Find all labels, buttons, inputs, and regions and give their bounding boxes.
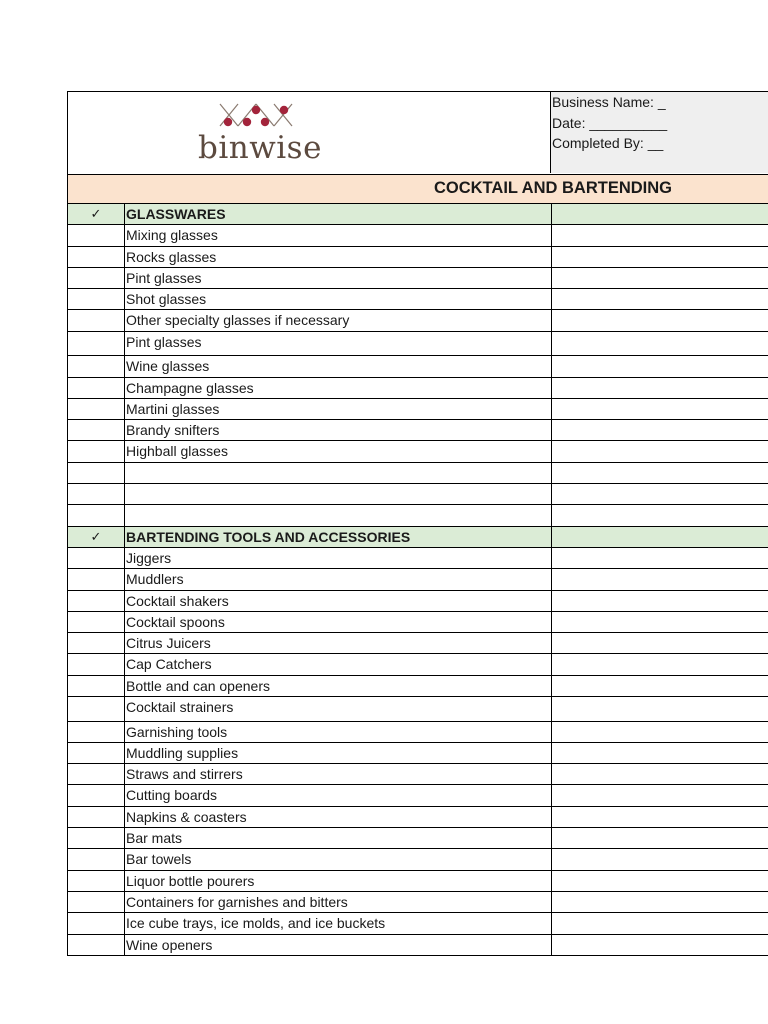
checkbox-cell[interactable]	[68, 676, 125, 696]
table-row	[67, 289, 768, 310]
table-row	[67, 378, 768, 399]
checkbox-cell[interactable]	[68, 807, 125, 827]
notes-cell[interactable]	[552, 247, 768, 267]
item-label: Cocktail spoons	[125, 612, 552, 632]
notes-cell[interactable]	[552, 310, 768, 330]
checkbox-cell[interactable]	[68, 569, 125, 589]
notes-cell[interactable]	[552, 548, 768, 568]
table-row	[67, 591, 768, 612]
checkbox-cell[interactable]	[68, 225, 125, 245]
notes-cell[interactable]	[552, 785, 768, 805]
notes-cell[interactable]	[552, 399, 768, 419]
item-label: Straws and stirrers	[125, 764, 552, 784]
notes-cell[interactable]	[552, 463, 768, 483]
table-row	[67, 807, 768, 828]
checkbox-cell[interactable]	[68, 310, 125, 330]
checkbox-cell[interactable]	[68, 268, 125, 288]
notes-cell[interactable]	[552, 612, 768, 632]
notes-cell[interactable]	[552, 356, 768, 376]
table-row	[67, 871, 768, 892]
item-label: Champagne glasses	[125, 378, 552, 398]
item-label: Cap Catchers	[125, 654, 552, 674]
table-row	[67, 785, 768, 806]
table-row	[67, 913, 768, 934]
notes-cell[interactable]	[552, 633, 768, 653]
checkbox-cell[interactable]: ✓	[68, 204, 125, 224]
checkbox-cell[interactable]	[68, 247, 125, 267]
table-row	[67, 849, 768, 870]
notes-cell[interactable]	[552, 676, 768, 696]
notes-cell[interactable]	[552, 764, 768, 784]
notes-cell[interactable]	[552, 591, 768, 611]
item-label: Muddlers	[125, 569, 552, 589]
item-label: Cocktail strainers	[125, 697, 552, 721]
item-label: Martini glasses	[125, 399, 552, 419]
title-row	[67, 174, 768, 204]
table-row	[67, 310, 768, 331]
checkbox-cell[interactable]	[68, 892, 125, 912]
table-row	[67, 569, 768, 590]
checkbox-cell[interactable]	[68, 332, 125, 356]
checkbox-cell[interactable]	[68, 697, 125, 721]
item-label: Pint glasses	[125, 332, 552, 356]
notes-cell[interactable]	[552, 204, 768, 224]
checklist-sheet	[67, 91, 768, 956]
binwise-logo-mark	[198, 102, 328, 132]
checkbox-cell[interactable]	[68, 785, 125, 805]
info-cell	[551, 92, 768, 173]
item-label: Mixing glasses	[125, 225, 552, 245]
table-row	[67, 356, 768, 377]
table-row	[67, 484, 768, 505]
checkbox-cell[interactable]	[68, 463, 125, 483]
item-label	[125, 505, 552, 525]
item-label: Shot glasses	[125, 289, 552, 309]
table-row	[67, 743, 768, 764]
checkbox-cell[interactable]	[68, 654, 125, 674]
notes-cell[interactable]	[552, 807, 768, 827]
item-label: Liquor bottle pourers	[125, 871, 552, 891]
item-label: Bar towels	[125, 849, 552, 869]
item-label: Garnishing tools	[125, 722, 552, 742]
item-label	[125, 463, 552, 483]
table-row	[67, 612, 768, 633]
item-label: Other specialty glasses if necessary	[125, 310, 552, 330]
notes-cell[interactable]	[552, 935, 768, 955]
checkbox-cell[interactable]	[68, 399, 125, 419]
section-title: GLASSWARES	[125, 204, 552, 224]
table-row	[67, 441, 768, 462]
checkbox-cell[interactable]	[68, 935, 125, 955]
completed-by-field[interactable]: Completed By: __	[552, 135, 664, 151]
item-label: Cocktail shakers	[125, 591, 552, 611]
table-row	[67, 399, 768, 420]
checkbox-cell[interactable]: ✓	[68, 527, 125, 547]
item-label	[125, 484, 552, 504]
item-label: Highball glasses	[125, 441, 552, 461]
notes-cell[interactable]	[552, 654, 768, 674]
item-label: Containers for garnishes and bitters	[125, 892, 552, 912]
table-row	[67, 892, 768, 913]
checkbox-cell[interactable]	[68, 849, 125, 869]
checkbox-cell[interactable]	[68, 612, 125, 632]
table-row	[67, 764, 768, 785]
checklist-rows	[67, 204, 768, 956]
notes-cell[interactable]	[552, 871, 768, 891]
notes-cell[interactable]	[552, 225, 768, 245]
notes-cell[interactable]	[552, 697, 768, 721]
section-title: BARTENDING TOOLS AND ACCESSORIES	[125, 527, 552, 547]
checkbox-cell[interactable]	[68, 633, 125, 653]
checkbox-cell[interactable]	[68, 378, 125, 398]
table-row	[67, 268, 768, 289]
notes-cell[interactable]	[552, 569, 768, 589]
notes-cell[interactable]	[552, 441, 768, 461]
table-row	[67, 697, 768, 722]
table-row	[67, 505, 768, 526]
checkbox-cell[interactable]	[68, 484, 125, 504]
business-name-field[interactable]: Business Name: _	[552, 94, 666, 110]
notes-cell[interactable]	[552, 743, 768, 763]
table-row	[67, 247, 768, 268]
notes-cell[interactable]	[552, 268, 768, 288]
binwise-logo	[198, 102, 328, 168]
table-row	[67, 463, 768, 484]
table-row	[67, 332, 768, 357]
notes-cell[interactable]	[552, 828, 768, 848]
item-label: Wine glasses	[125, 356, 552, 376]
notes-cell[interactable]	[552, 849, 768, 869]
table-row	[67, 225, 768, 246]
item-label: Wine openers	[125, 935, 552, 955]
checkbox-cell[interactable]	[68, 548, 125, 568]
checkbox-cell[interactable]	[68, 441, 125, 461]
item-label: Jiggers	[125, 548, 552, 568]
sheet-header	[67, 91, 768, 174]
checkbox-cell[interactable]	[68, 913, 125, 933]
table-row	[67, 633, 768, 654]
checkbox-cell[interactable]	[68, 764, 125, 784]
section-header-row	[67, 204, 768, 225]
table-row	[67, 654, 768, 675]
notes-cell[interactable]	[552, 378, 768, 398]
table-row	[67, 828, 768, 849]
logo-wordmark	[198, 130, 322, 166]
notes-cell[interactable]	[552, 722, 768, 742]
checkbox-cell[interactable]	[68, 871, 125, 891]
notes-cell[interactable]	[552, 527, 768, 547]
checkbox-cell[interactable]	[68, 356, 125, 376]
notes-cell[interactable]	[552, 289, 768, 309]
notes-cell[interactable]	[552, 892, 768, 912]
table-row	[67, 420, 768, 441]
item-label: Citrus Juicers	[125, 633, 552, 653]
table-row	[67, 935, 768, 956]
checkbox-cell[interactable]	[68, 505, 125, 525]
item-label: Napkins & coasters	[125, 807, 552, 827]
item-label: Muddling supplies	[125, 743, 552, 763]
checkbox-cell[interactable]	[68, 828, 125, 848]
item-label: Ice cube trays, ice molds, and ice buckets	[125, 913, 552, 933]
table-row	[67, 722, 768, 743]
item-label: Bar mats	[125, 828, 552, 848]
table-row	[67, 548, 768, 569]
logo-cell	[68, 92, 551, 173]
checkbox-cell[interactable]	[68, 289, 125, 309]
checkbox-cell[interactable]	[68, 722, 125, 742]
item-label: Rocks glasses	[125, 247, 552, 267]
date-field[interactable]: Date: __________	[552, 114, 668, 131]
notes-cell[interactable]	[552, 913, 768, 933]
notes-cell[interactable]	[552, 505, 768, 525]
checkbox-cell[interactable]	[68, 420, 125, 440]
notes-cell[interactable]	[552, 484, 768, 504]
logo-text-wise: wise	[249, 130, 322, 166]
item-label: Pint glasses	[125, 268, 552, 288]
item-label: Cutting boards	[125, 785, 552, 805]
item-label: Bottle and can openers	[125, 676, 552, 696]
notes-cell[interactable]	[552, 332, 768, 356]
item-label: Brandy snifters	[125, 420, 552, 440]
logo-text-bin: bin	[198, 130, 250, 166]
section-header-row	[67, 527, 768, 548]
checkbox-cell[interactable]	[68, 743, 125, 763]
notes-cell[interactable]	[552, 420, 768, 440]
table-row	[67, 676, 768, 697]
checkbox-cell[interactable]	[68, 591, 125, 611]
page-title: COCKTAIL AND BARTENDING	[433, 179, 672, 197]
